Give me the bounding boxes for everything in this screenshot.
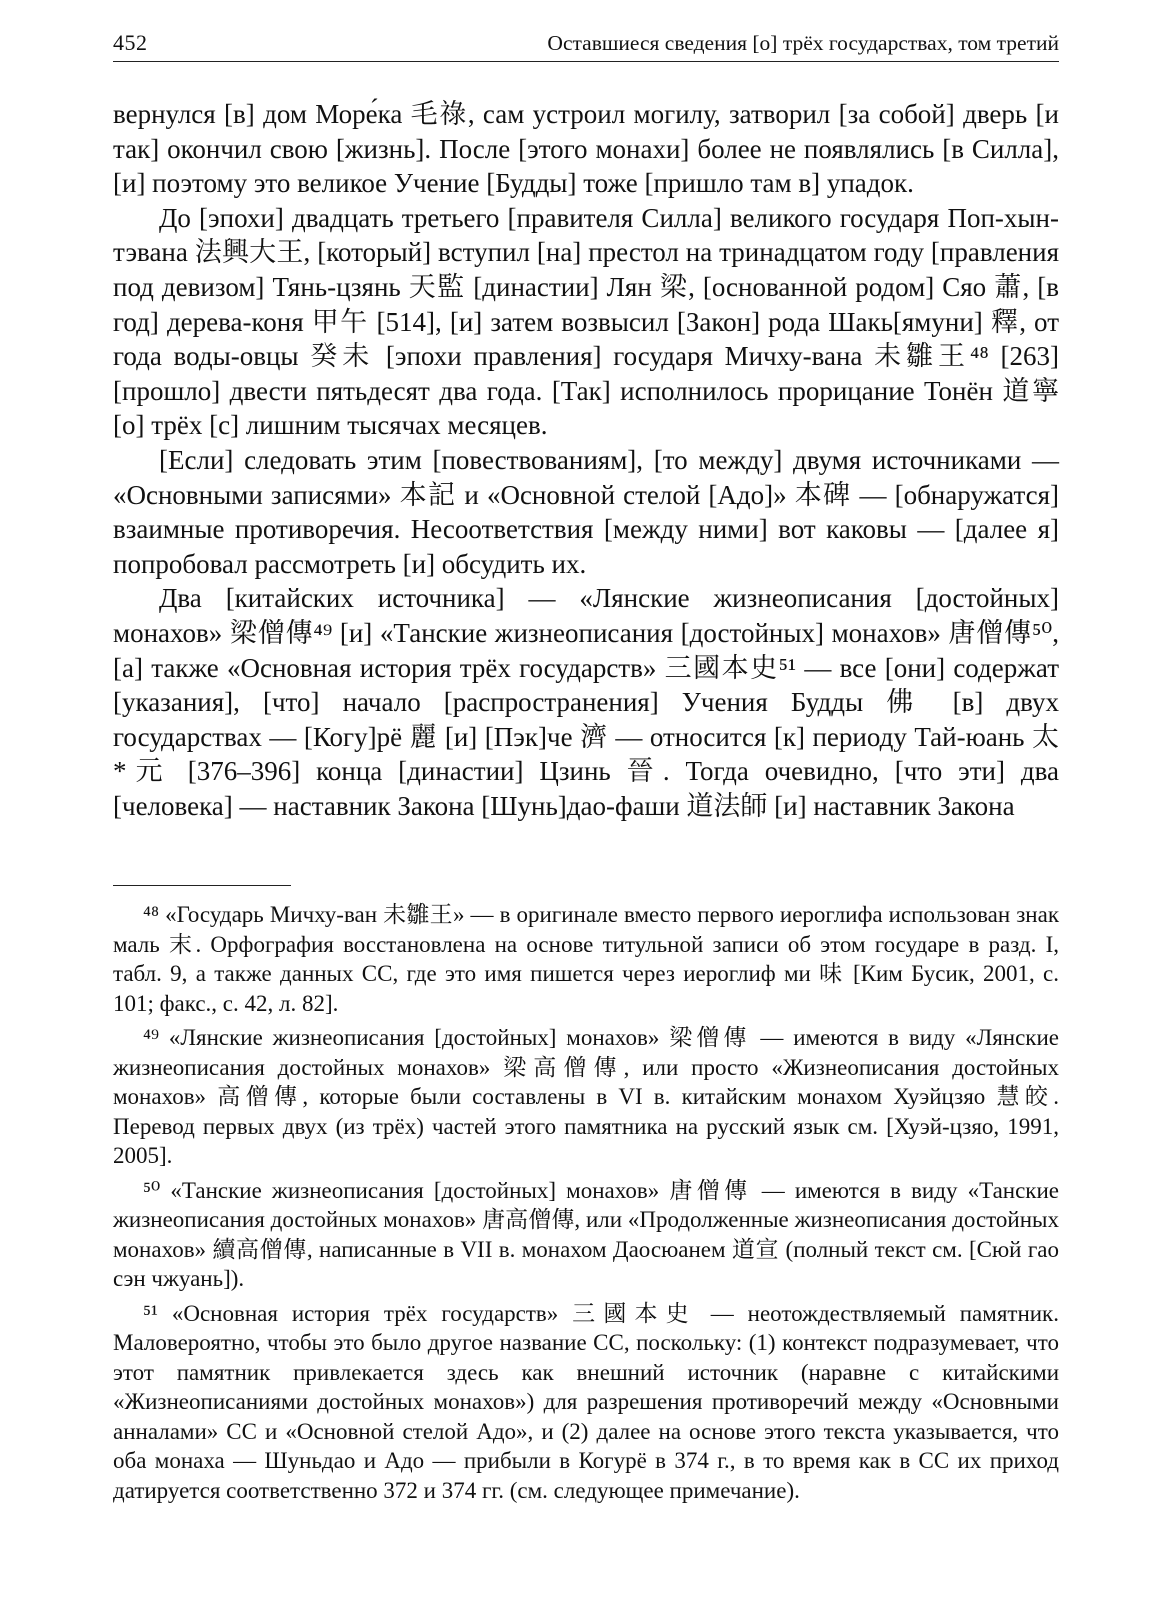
footnote-51: ⁵¹ «Основная история трёх государств» 三國本史 — неотождествляемый памятник. Маловероятно, чтобы это было другое название СС, поскольку: (1) контекст подразумевает, что этот памятник привлекается здесь как внешний источник (наравне с китайскими «Жизнеописаниями достойных монахов») для разрешения противоречий между «Основными анналами» СС и «Основной стелой Адо», и (2) далее на основе этого текста указывается, что оба монаха — Шуньдао и Адо — прибыли в Когурё в 374 г., в то время как в СС их приход датируется соответственно 372 и 374 гг. (см. следующее примечание). — [113, 1300, 1059, 1503]
main-text — [113, 97, 1059, 823]
footnote-48: ⁴⁸ «Государь Мичху-ван 未雛王» — в оригинале вместо первого иероглифа использован знак маль 末. Орфография восстановлена на основе титульной записи об этом государе в разд. I, табл. 9, а также данных СС, где это имя пишется через иероглиф ми 味 [Ким Бусик, 2001, с. 101; факс., с. 42, л. 82]. — [113, 902, 1059, 1016]
paragraph: До [эпохи] двадцать третьего [правителя Силла] великого государя Поп-хын-тэвана 法興大王, [который] вступил [на] престол на тринадцатом году [правления под девизом] Тянь-цзянь 天監 [династии] Лян 梁, [основанной родом] Сяо 蕭, [в год] дерева-коня 甲午 [514], [и] затем возвысил [Закон] рода Шакь[ямуни] 釋, от года воды-овцы 癸未 [эпохи правления] государя Мичху-вана 未雛王⁴⁸ [263] [прошло] двести пятьдесят два года. [Так] исполнилось прорицание Тонён 道寧 [о] трёх [с] лишним тысячах месяцев. — [113, 202, 1059, 441]
page-number: 452 — [113, 30, 148, 55]
footnote-50: ⁵⁰ «Танские жизнеописания [достойных] монахов» 唐僧傳 — имеются в виду «Танские жизнеописания достойных монахов» 唐高僧傳, или «Продолженные жизнеописания достойных монахов» 續高僧傳, написанные в VII в. монахом Даосюанем 道宣 (полный текст см. [Сюй гао сэн чжуань]). — [113, 1177, 1059, 1292]
running-title: Оставшиеся сведения [о] трёх государствах, том третий — [547, 31, 1059, 55]
paragraph: вернулся [в] дом Море́ка 毛祿, сам устроил могилу, затворил [за собой] дверь [и так] окончил свою [жизнь]. После [этого монахи] более не появлялись [в Силла], [и] поэтому это великое Учение [Будды] тоже [пришло там в] упадок. — [113, 99, 1059, 199]
footnote-49: ⁴⁹ «Лянские жизнеописания [достойных] монахов» 梁僧傳 — имеются в виду «Лянские жизнеописания достойных монахов» 梁高僧傳, или просто «Жизнеописания достойных монахов» 高僧傳, которые были составлены в VI в. китайским монахом Хуэйцзяо 慧皎. Перевод первых двух (из трёх) частей этого памятника на русский язык см. [Хуэй-цзяо, 1991, 2005]. — [113, 1025, 1059, 1169]
book-page — [113, 28, 1059, 1510]
paragraph: [Если] следовать этим [повествованиям], [то между] двумя источниками — «Основными записями» 本記 и «Основной стелой [Адо]» 本碑 — [обнаружатся] взаимные противоречия. Несоответствия [между ними] вот каковы — [далее я] попробовал рассмотреть [и] обсудить их. — [113, 444, 1059, 579]
running-head — [113, 28, 1059, 62]
paragraph: Два [китайских источника] — «Лянские жизнеописания [достойных] монахов» 梁僧傳⁴⁹ [и] «Танские жизнеописания [достойных] монахов» 唐僧傳⁵⁰, [а] также «Основная история трёх государств» 三國本史⁵¹ — все [они] содержат [указания], [что] начало [распространения] Учения Будды 佛 [в] двух государствах — [Когу]рё 麗 [и] [Пэк]че 濟 — относится [к] периоду Тай-юань 太*元 [376–396] конца [династии] Цзинь 晉. Тогда очевидно, [что эти] два [человека] — наставник Закона [Шунь]дао-фаши 道法師 [и] наставник Закона — [113, 583, 1059, 821]
footnote-separator — [113, 885, 291, 886]
footnotes — [113, 900, 1059, 1505]
